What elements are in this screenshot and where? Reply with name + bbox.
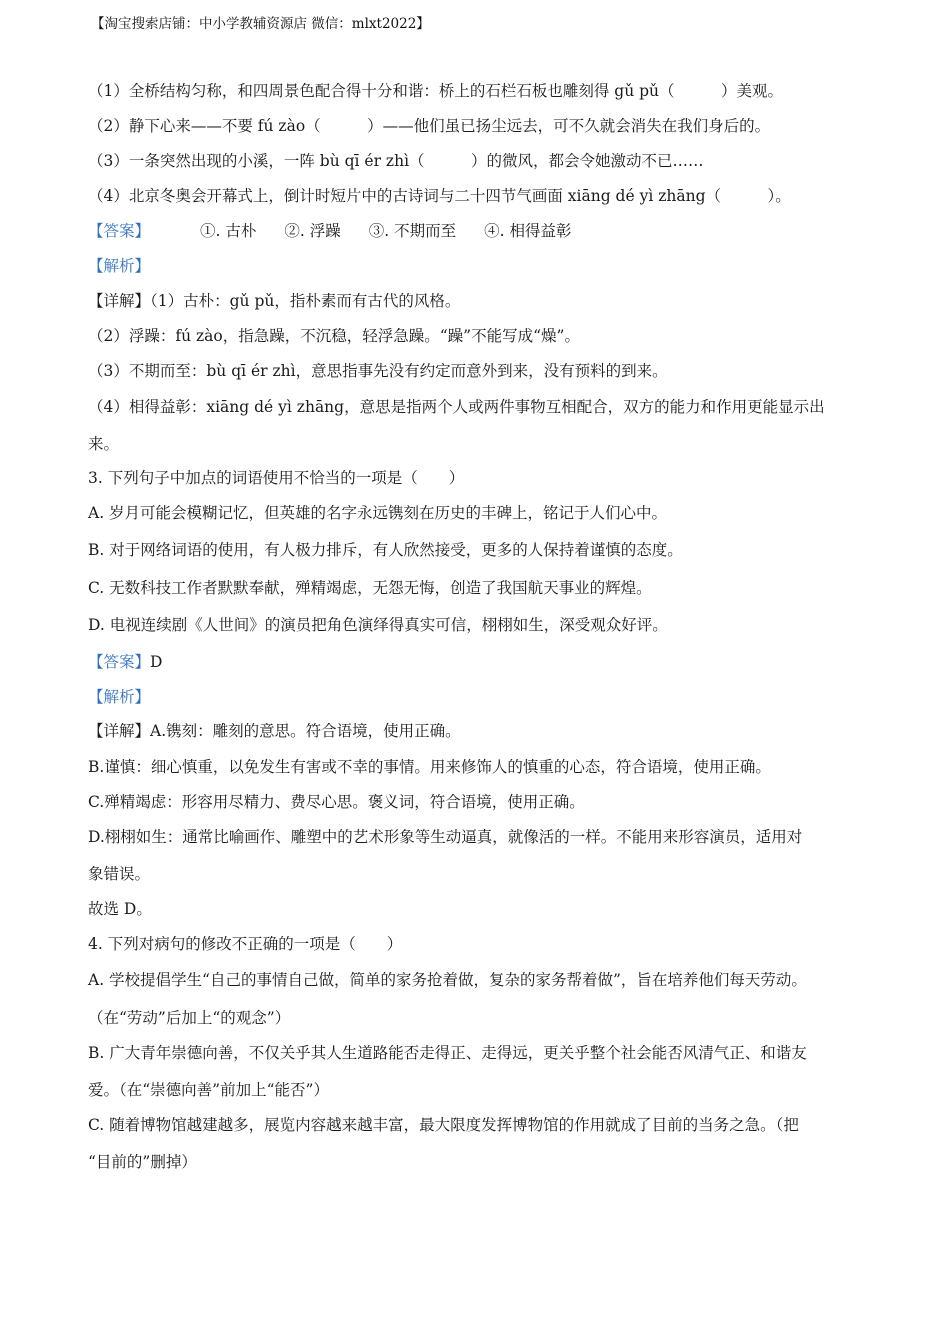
answer-tag: 【答案】: [88, 653, 151, 671]
q4-option-b-note: 爱。（在“崇德向善”前加上“能否”）: [88, 1081, 329, 1099]
analysis-tag: 【解析】: [88, 688, 151, 706]
answer-item: ①. 古朴: [200, 222, 257, 240]
q2-item-4: （4）北京冬奥会开幕式上，倒计时短片中的古诗词与二十四节气画面 xiāng dé yì zhāng（ ）。: [88, 187, 791, 205]
q3-answer-line: [88, 652, 162, 672]
q2-item-2: （2）静下心来——不要 fú zào（ ）——他们虽已扬尘远去，可不久就会消失在我们身后的。: [88, 117, 771, 135]
q3-detail-d-cont: 象错误。: [88, 865, 151, 883]
q4-option-a-note: （在“劳动”后加上“的观念”）: [88, 1009, 291, 1027]
q2-answer-line: [88, 221, 571, 241]
q3-option-d: D. 电视连续剧《人世间》的演员把角色演绎得真实可信，栩栩如生，深受观众好评。: [88, 616, 668, 634]
q2-detail-2: （2）浮躁：fú zào，指急躁，不沉稳，轻浮急躁。“躁”不能写成“燥”。: [88, 327, 580, 345]
analysis-tag: 【解析】: [88, 257, 151, 275]
q4-option-b: B. 广大青年崇德向善，不仅关乎其人生道路能否走得正、走得远，更关乎整个社会能否风清气正、和谐友: [88, 1044, 807, 1062]
q4-option-c-note: “目前的”删掉）: [88, 1153, 197, 1171]
answer-value: D: [150, 653, 163, 671]
page-header: 【淘宝搜索店铺：中小学教辅资源店 微信：mlxt2022】: [91, 16, 430, 32]
q3-option-b: B. 对于网络词语的使用，有人极力排斥，有人欣然接受，更多的人保持着谨慎的态度。: [88, 541, 683, 559]
detail-tag: 【详解】: [88, 292, 151, 310]
q4-option-a: A. 学校提倡学生“自己的事情自己做，简单的家务抢着做，复杂的家务帮着做”，旨在培养他们每天劳动。: [88, 971, 807, 989]
q2-item-1: （1）全桥结构匀称，和四周景色配合得十分和谐：桥上的石栏石板也雕刻得 gǔ pǔ（ ）美观。: [88, 82, 784, 100]
answer-item: ③. 不期而至: [368, 222, 457, 240]
q3-option-a: A. 岁月可能会模糊记忆，但英雄的名字永远镌刻在历史的丰碑上，铭记于人们心中。: [88, 504, 668, 522]
detail-text: A.镌刻：雕刻的意思。符合语境，使用正确。: [150, 722, 461, 740]
answer-item: ②. 浮躁: [284, 222, 341, 240]
q3-stem: 3. 下列句子中加点的词语使用不恰当的一项是（ ）: [88, 469, 465, 487]
detail-text: （1）古朴：gǔ pǔ，指朴素而有古代的风格。: [150, 292, 461, 310]
q4-stem: 4. 下列对病句的修改不正确的一项是（ ）: [88, 935, 403, 953]
detail-tag: 【详解】: [88, 722, 151, 740]
q2-detail-line: [88, 291, 460, 311]
q2-detail-3: （3）不期而至：bù qī ér zhì，意思指事先没有约定而意外到来，没有预料的到来。: [88, 362, 668, 380]
q2-item-3: （3）一条突然出现的小溪，一阵 bù qī ér zhì（ ）的微风，都会令她激动不已……: [88, 152, 704, 170]
answer-item: ④. 相得益彰: [484, 222, 572, 240]
q3-detail-b: B.谨慎：细心慎重，以免发生有害或不幸的事情。用来修饰人的慎重的心态，符合语境，使用正确。: [88, 758, 771, 776]
q3-detail-d: D.栩栩如生：通常比喻画作、雕塑中的艺术形象等生动逼真，就像活的一样。不能用来形容演员，适用对: [88, 828, 803, 846]
q3-option-c: C. 无数科技工作者默默奉献，殚精竭虑，无怨无悔，创造了我国航天事业的辉煌。: [88, 579, 652, 597]
q2-detail-4: （4）相得益彰：xiāng dé yì zhāng，意思是指两个人或两件事物互相配合，双方的能力和作用更能显示出: [88, 398, 825, 416]
answer-tag: 【答案】: [88, 222, 151, 240]
q4-option-c: C. 随着博物馆越建越多，展览内容越来越丰富，最大限度发挥博物馆的作用就成了目前的当务之急。（把: [88, 1116, 799, 1134]
q2-detail-4-cont: 来。: [88, 435, 120, 453]
q3-conclusion: 故选 D。: [88, 900, 152, 918]
q3-detail-line: [88, 721, 461, 741]
q3-detail-c: C.殚精竭虑：形容用尽精力、费尽心思。褒义词，符合语境，使用正确。: [88, 793, 585, 811]
